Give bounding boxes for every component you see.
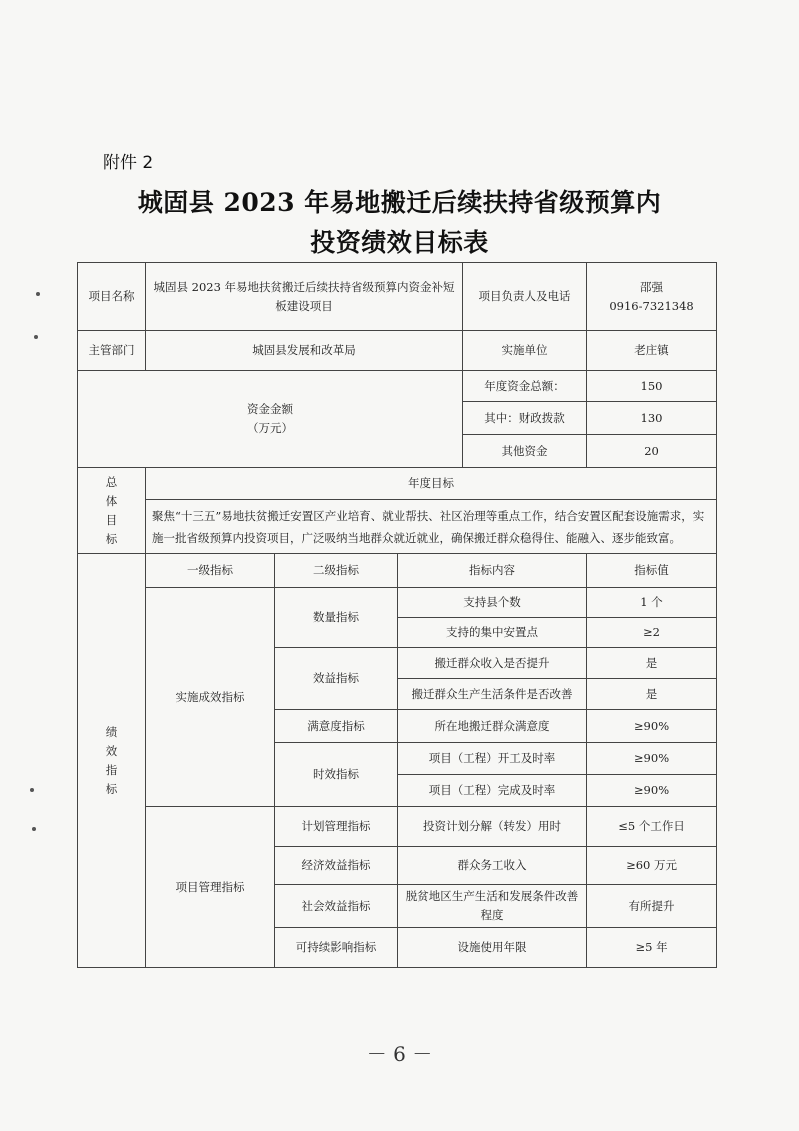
perf-char: 指 <box>105 762 118 777</box>
perf-indicator-label <box>78 554 146 968</box>
impl-effect-indicator: 实施成效指标 <box>146 588 275 807</box>
scan-speck <box>32 827 36 831</box>
dept-label: 主管部门 <box>78 331 146 371</box>
perf-char: 效 <box>105 743 118 758</box>
table-cell: 是 <box>587 648 717 679</box>
overall-goal-char: 标 <box>105 531 118 546</box>
overall-goal-label <box>78 468 146 554</box>
timeliness-indicator: 时效指标 <box>275 743 398 807</box>
perf-char: 绩 <box>105 724 118 739</box>
scan-speck <box>36 292 40 296</box>
page-number: － 6 － <box>366 1042 433 1066</box>
table-cell: 有所提升 <box>587 885 717 928</box>
perf-char: 标 <box>105 781 118 796</box>
scan-speck <box>34 335 38 339</box>
performance-target-table <box>77 262 717 968</box>
table-cell: ≤5 个工作日 <box>587 807 717 847</box>
social-indicator: 社会效益指标 <box>275 885 398 928</box>
benefit-indicator: 效益指标 <box>275 648 398 710</box>
project-name-label: 项目名称 <box>78 263 146 331</box>
table-cell: 搬迁群众收入是否提升 <box>398 648 587 679</box>
overall-goal-char: 总 <box>105 474 118 489</box>
table-cell: 搬迁群众生产生活条件是否改善 <box>398 679 587 710</box>
responsible-phone: 0916-7321348 <box>609 298 694 313</box>
impl-unit-label: 实施单位 <box>463 331 587 371</box>
sustain-indicator: 可持续影响指标 <box>275 928 398 968</box>
table-cell: 所在地搬迁群众满意度 <box>398 710 587 743</box>
annual-goal-label: 年度目标 <box>146 468 717 500</box>
table-cell: 支持的集中安置点 <box>398 618 587 648</box>
attachment-label: 附件 2 <box>103 153 154 173</box>
scan-speck <box>30 788 34 792</box>
table-cell: 是 <box>587 679 717 710</box>
table-cell: 投资计划分解（转发）用时 <box>398 807 587 847</box>
annual-total-value: 150 <box>587 371 717 402</box>
project-mgmt-indicator: 项目管理指标 <box>146 807 275 968</box>
responsible-label: 项目负责人及电话 <box>463 263 587 331</box>
responsible-contact <box>587 263 717 331</box>
document-title-line2: 投资绩效目标表 <box>310 228 489 257</box>
col-content-header: 指标内容 <box>398 554 587 588</box>
table-cell: 项目（工程）完成及时率 <box>398 775 587 807</box>
responsible-name: 邵强 <box>640 279 664 294</box>
impl-unit-value: 老庄镇 <box>587 331 717 371</box>
document-title-line1: 城固县 2023 年易地搬迁后续扶持省级预算内 <box>137 188 662 217</box>
table-cell: ≥2 <box>587 618 717 648</box>
col-level2-header: 二级指标 <box>275 554 398 588</box>
table-cell: ≥60 万元 <box>587 847 717 885</box>
table-cell: 群众务工收入 <box>398 847 587 885</box>
table-cell: ≥5 年 <box>587 928 717 968</box>
fund-amount-label <box>78 371 463 468</box>
table-cell: ≥90% <box>587 743 717 775</box>
table-cell: ≥90% <box>587 710 717 743</box>
table-cell: 项目（工程）开工及时率 <box>398 743 587 775</box>
plan-mgmt-indicator: 计划管理指标 <box>275 807 398 847</box>
table-cell: 支持县个数 <box>398 588 587 618</box>
col-level1-header: 一级指标 <box>146 554 275 588</box>
project-name-value: 城固县 2023 年易地扶贫搬迁后续扶持省级预算内资金补短板建设项目 <box>146 263 463 331</box>
other-fund-value: 20 <box>587 435 717 468</box>
fund-unit: （万元） <box>247 421 294 435</box>
quantity-indicator: 数量指标 <box>275 588 398 648</box>
table-cell: 设施使用年限 <box>398 928 587 968</box>
econ-indicator: 经济效益指标 <box>275 847 398 885</box>
other-fund-label: 其他资金 <box>463 435 587 468</box>
dept-value: 城固县发展和改革局 <box>146 331 463 371</box>
overall-goal-char: 目 <box>105 512 118 527</box>
annual-total-label: 年度资金总额： <box>463 371 587 402</box>
annual-goal-text: 聚焦“十三五”易地扶贫搬迁安置区产业培育、就业帮扶、社区治理等重点工作，结合安置区配套设施需求，实施一批省级预算内投资项目，广泛吸纳当地群众就近就业，确保搬迁群众稳得住、能融入、逐步能致富。 <box>146 500 717 554</box>
table-cell: 脱贫地区生产生活和发展条件改善程度 <box>398 885 587 928</box>
overall-goal-char: 体 <box>105 493 118 508</box>
table-cell: 1 个 <box>587 588 717 618</box>
satisfaction-indicator: 满意度指标 <box>275 710 398 743</box>
col-value-header: 指标值 <box>587 554 717 588</box>
fund-label: 资金金额 <box>247 402 294 416</box>
table-cell: ≥90% <box>587 775 717 807</box>
fiscal-value: 130 <box>587 402 717 435</box>
fiscal-label: 其中：财政拨款 <box>463 402 587 435</box>
